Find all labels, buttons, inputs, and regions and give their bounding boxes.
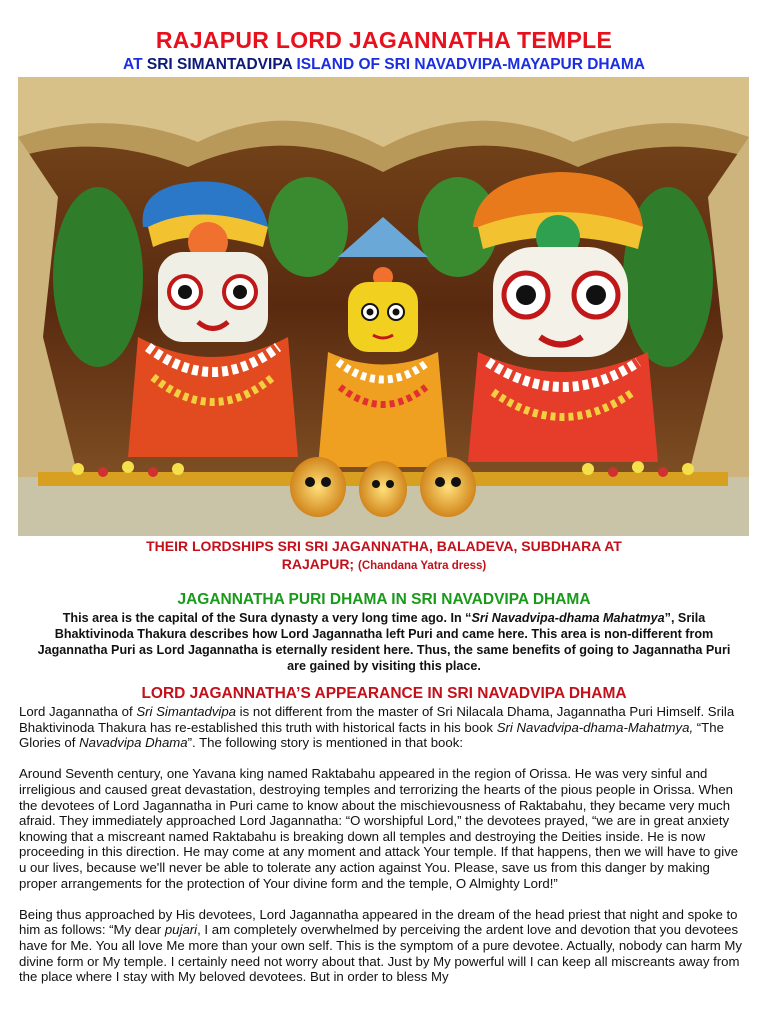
p1-text-d: ”. The following story is mentioned in that book: [187, 735, 463, 751]
subtitle-place: SRI SIMANTADVIPA [146, 56, 293, 73]
caption-line-1: THEIR LORDSHIPS SRI SRI JAGANNATHA, BALADEVA, SUBDHARA AT [146, 538, 622, 554]
deities-photo [18, 77, 749, 536]
section-heading-appearance: LORD JAGANNATHA’S APPEARANCE IN SRI NAVADVIPA DHAMA [141, 685, 627, 702]
p1-italic-dhama: Navadvipa Dhama [79, 735, 188, 751]
deities-illustration [18, 77, 749, 536]
intro-book-title: Sri Navadvipa-dhama Mahatmya [471, 611, 665, 625]
page-title: RAJAPUR LORD JAGANNATHA TEMPLE [155, 27, 613, 53]
caption-dress-note: (Chandana Yatra dress) [357, 560, 487, 572]
photo-caption [0, 537, 768, 575]
p3-italic-pujari: pujari [164, 922, 198, 938]
p3-text-b: , I am completely overwhelmed by perceiving the ardent love and devotion that you devotees have for Me. You all love Me more than your own self. This is the symptom of a pure devotee. Actually, nobody can harm My divine form or My temple. I certainly need not worry about that. Just by My powerful will I can keep all miscreants away from the place where I stay with My beloved devotees. But in order to bless My [19, 922, 742, 985]
intro-paragraph [30, 610, 738, 674]
article-body [19, 704, 747, 1000]
p3-text-a: Being thus approached by His devotees, Lord Jagannatha appeared in the dream of the head priest that night and spoke to him as follows: “My dear [19, 906, 738, 938]
p1-italic-book: Sri Navadvipa-dhama-Mahatmya, [496, 719, 694, 735]
p1-text-c: “The Glories of [19, 719, 724, 751]
page-subtitle [0, 55, 768, 75]
paragraph-2: Around Seventh century, one Yavana king named Raktabahu appeared in the region of Orissa. He was very sinful and irreligious and caused great devastation, destroying temples and terrorizing the hearts of the pious people in Orissa. When the devotees of Lord Jagannatha in Puri came to know about the mischievousness of Raktabahu, they became very much afraid. They immediately approached Lord Jagannatha: “O worshipful Lord,” the devotees prayed, “we are in great anxiety knowing that a miscreant named Raktabahu is breaking down all temples and destroying the Deities inside. He is now proceeding in this direction. He may come at any moment and attack Your temple. If that happens, then we will have to give u our lives, because we'll never be able to tolerate any action against You. Please, save us from this danger by making proper arrangements for the protection of Your divine form and the temple, O Almighty Lord!” [19, 766, 739, 891]
paragraph-1 [19, 704, 747, 751]
caption-place: RAJAPUR; [281, 556, 355, 572]
p1-text-b: is not different from the master of Sri Nilacala Dhama, Jagannatha Puri Himself. Srila Bhaktivinoda Thakura has re-established this truth with historical facts in his book [19, 704, 735, 735]
subtitle-rest: ISLAND OF SRI NAVADVIPA-MAYAPUR DHAMA [296, 56, 645, 73]
caption-line-2 [0, 555, 768, 575]
paragraph-3 [19, 907, 747, 985]
intro-text-b: ”, Srila Bhaktivinoda Thakura describes how Lord Jagannatha left Puri and came here. This area is non-different from Jagannatha Puri as Lord Jagannatha is eternally resident here. Thus, the same benefits of going to Jagannatha Puri are gained by visiting this place. [37, 611, 731, 673]
p1-text-a: Lord Jagannatha of [19, 704, 137, 719]
p1-italic-simantadvipa: Sri Simantadvipa [136, 704, 237, 719]
subtitle-at: AT [123, 56, 143, 73]
intro-text-a: This area is the capital of the Sura dynasty a very long time ago. In “ [62, 611, 472, 625]
section-heading-puri-dhama: JAGANNATHA PURI DHAMA IN SRI NAVADVIPA DHAMA [177, 591, 591, 608]
